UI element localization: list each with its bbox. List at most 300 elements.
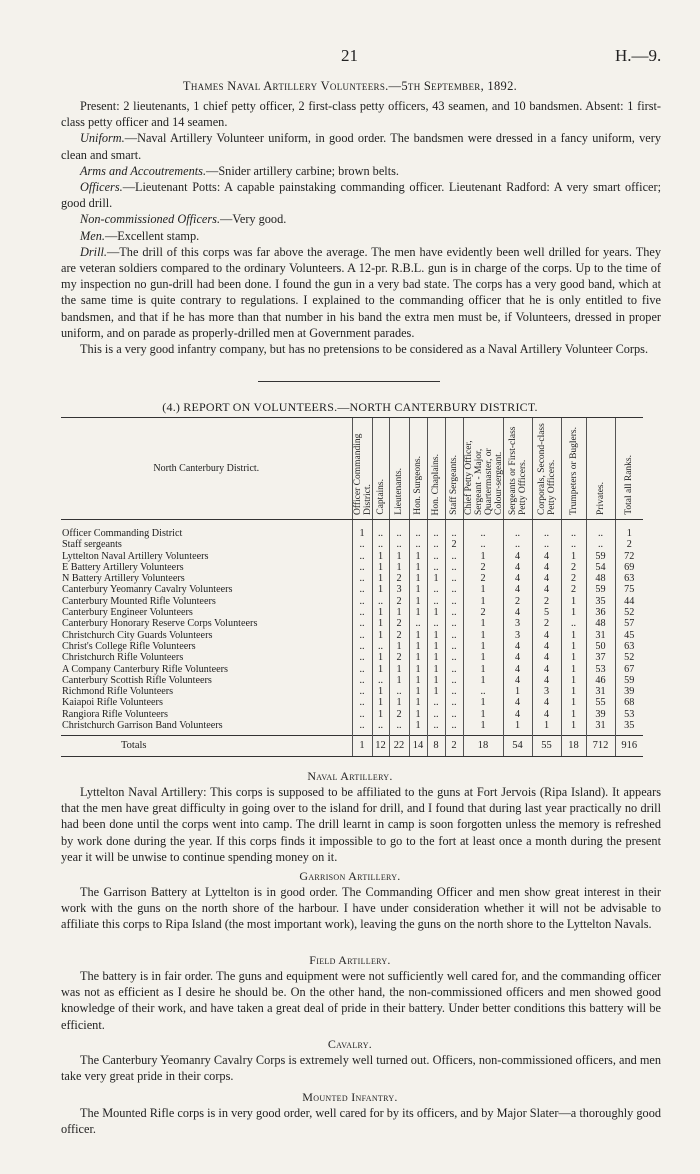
table-cell: 1: [561, 720, 586, 731]
table-cell: 1: [389, 607, 409, 618]
table-cell: 44: [615, 596, 643, 607]
table-cell: 4: [503, 607, 532, 618]
table-cell: ..: [372, 596, 389, 607]
column-header: Privates.: [586, 418, 615, 520]
table-cell: ..: [352, 618, 372, 629]
table-cell: 4: [532, 630, 561, 641]
table-row: [61, 562, 643, 573]
table-cell: ..: [445, 720, 463, 731]
mounted-text: The Mounted Rifle corps is in very good order, well cared for by its officers, and by Major Slater—a thoroughly good officer.: [61, 1106, 661, 1137]
table-cell: 1: [561, 596, 586, 607]
table-cell: ..: [427, 551, 445, 562]
table-cell: ..: [352, 720, 372, 731]
table-cell: 1: [463, 551, 503, 562]
table-cell: 2: [463, 573, 503, 584]
table-cell: 2: [615, 539, 643, 550]
table-cell: 4: [503, 641, 532, 652]
table-cell: 1: [372, 562, 389, 573]
table-cell: ..: [372, 539, 389, 550]
table-cell: 45: [615, 630, 643, 641]
table-cell: 1: [463, 584, 503, 595]
row-label: Canterbury Scottish Rifle Volunteers: [62, 674, 212, 686]
table-cell: 1: [409, 664, 427, 675]
table-cell: 52: [615, 652, 643, 663]
table-cell: 54: [586, 562, 615, 573]
table-cell: 1: [389, 664, 409, 675]
table-row: [61, 618, 643, 629]
table-cell: 18: [463, 736, 503, 757]
table-cell: ..: [463, 520, 503, 540]
table-cell: 1: [372, 686, 389, 697]
column-header: Hon. Surgeons.: [409, 418, 427, 520]
row-label: E Battery Artillery Volunteers: [62, 561, 184, 573]
table-cell: 1: [409, 641, 427, 652]
table-cell: 1: [463, 652, 503, 663]
mounted-section: [61, 1105, 661, 1137]
table-cell: ..: [389, 720, 409, 731]
table-header-row: [61, 418, 643, 520]
table-row: [61, 720, 643, 731]
nco-text: —Very good.: [220, 212, 287, 227]
table-cell: 1: [409, 652, 427, 663]
table-cell: 18: [561, 736, 586, 757]
table-cell: 1: [372, 697, 389, 708]
table-cell: 1: [372, 652, 389, 663]
table-cell: 1: [463, 630, 503, 641]
table-cell: 1: [561, 551, 586, 562]
field-text: The battery is in fair order. The guns and equipment were not sufficiently well cared for, and the commanding officer was not as efficient as I desire he should be. On the other hand, the non-commissioned officers and men showed good knowledge of their work, and have taken a great deal of pride in their battery. Under better conditions this battery will be efficient.: [61, 969, 661, 1032]
table-cell: ..: [352, 539, 372, 550]
table-cell: 75: [615, 584, 643, 595]
table-cell: 4: [503, 562, 532, 573]
table-cell: 1: [561, 641, 586, 652]
table-cell: 12: [372, 736, 389, 757]
table-cell: 22: [389, 736, 409, 757]
table-cell: 4: [503, 697, 532, 708]
table-cell: ..: [427, 697, 445, 708]
table-cell: ..: [389, 686, 409, 697]
table-cell: 54: [503, 736, 532, 757]
table-cell: 1: [503, 720, 532, 731]
table-row: [61, 675, 643, 686]
table-cell: 1: [409, 709, 427, 720]
table-cell: ..: [586, 539, 615, 550]
table-cell: 4: [503, 652, 532, 663]
table-cell: 4: [532, 551, 561, 562]
row-label: Christchurch Rifle Volunteers: [62, 652, 184, 664]
table-cell: 712: [586, 736, 615, 757]
table-cell: ..: [532, 539, 561, 550]
table-cell: 72: [615, 551, 643, 562]
table-cell: 1: [463, 720, 503, 731]
table-cell: ..: [427, 596, 445, 607]
table-row: [61, 607, 643, 618]
table-cell: 1: [561, 709, 586, 720]
table-cell: 68: [615, 697, 643, 708]
row-label: Christ's College Rifle Volunteers: [62, 640, 196, 652]
table-cell: 1: [427, 664, 445, 675]
table-cell: 35: [615, 720, 643, 731]
report-title: (4.) REPORT ON VOLUNTEERS.—NORTH CANTERBURY DISTRICT.: [162, 400, 538, 414]
table-cell: 59: [615, 675, 643, 686]
table-cell: 1: [427, 686, 445, 697]
table-cell: ..: [352, 562, 372, 573]
table-cell: 4: [532, 584, 561, 595]
table-cell: 39: [615, 686, 643, 697]
table-cell: ..: [445, 709, 463, 720]
row-label: Totals: [61, 736, 352, 757]
table-cell: 1: [409, 675, 427, 686]
table-cell: 46: [586, 675, 615, 686]
arms-text: —Snider artillery carbine; brown belts.: [206, 163, 399, 178]
garrison-heading: Garrison Artillery.: [299, 869, 401, 883]
table-cell: 4: [532, 641, 561, 652]
table-cell: ..: [352, 607, 372, 618]
table-cell: 2: [389, 596, 409, 607]
table-row: [61, 641, 643, 652]
table-cell: 1: [463, 596, 503, 607]
table-cell: 1: [352, 736, 372, 757]
table-cell: 1: [409, 596, 427, 607]
table-row: [61, 664, 643, 675]
table-cell: 2: [503, 596, 532, 607]
table-cell: ..: [445, 675, 463, 686]
table-cell: 1: [463, 664, 503, 675]
stub-header: North Canterbury District.: [61, 418, 352, 520]
table-cell: 1: [389, 697, 409, 708]
table-cell: 35: [586, 596, 615, 607]
naval-heading: Naval Artillery.: [307, 769, 393, 783]
table-cell: ..: [409, 520, 427, 540]
table-row: [61, 520, 643, 540]
table-cell: ..: [372, 641, 389, 652]
table-cell: 916: [615, 736, 643, 757]
column-header: Lieutenants.: [389, 418, 409, 520]
table-cell: 1: [409, 562, 427, 573]
table-cell: ..: [427, 539, 445, 550]
table-cell: 31: [586, 630, 615, 641]
table-cell: 1: [389, 562, 409, 573]
table-cell: ..: [427, 562, 445, 573]
table-cell: 1: [409, 697, 427, 708]
row-label: Christchurch Garrison Band Volunteers: [62, 720, 223, 732]
table-cell: ..: [561, 539, 586, 550]
table-cell: 2: [389, 709, 409, 720]
table-cell: ..: [389, 520, 409, 540]
row-label: Rangiora Rifle Volunteers: [62, 708, 169, 720]
row-label: Canterbury Engineer Volunteers: [62, 607, 193, 619]
table-body: [61, 520, 643, 757]
table-row: [61, 596, 643, 607]
table-row: [61, 539, 643, 550]
table-cell: 3: [532, 686, 561, 697]
mounted-heading: Mounted Infantry.: [302, 1090, 398, 1104]
table-row: [61, 551, 643, 562]
table-cell: ..: [445, 641, 463, 652]
table-cell: ..: [445, 520, 463, 540]
table-cell: 48: [586, 618, 615, 629]
thames-uniform: [61, 130, 661, 162]
table-cell: ..: [427, 584, 445, 595]
table-cell: 59: [586, 584, 615, 595]
garrison-text: The Garrison Battery at Lyttelton is in good order. The Commanding Officer and men show great interest in their work with the guns on the north shore of the harbour. I have under consideration whether it will not be advisable to affiliate this corps to Ripa Island (the most important work), leaving the guns on the north shore to the Lyttelton Navals.: [61, 885, 661, 932]
naval-section: [61, 784, 661, 865]
table-cell: ..: [352, 697, 372, 708]
table-cell: 5: [532, 607, 561, 618]
table-cell: 1: [389, 641, 409, 652]
table-cell: 67: [615, 664, 643, 675]
table-cell: ..: [445, 664, 463, 675]
table-cell: ..: [445, 607, 463, 618]
table-cell: 1: [409, 551, 427, 562]
table-cell: ..: [532, 520, 561, 540]
table-cell: 4: [503, 709, 532, 720]
table-cell: 3: [503, 630, 532, 641]
column-header: Captains.: [372, 418, 389, 520]
naval-text: Lyttelton Naval Artillery: This corps is supposed to be affiliated to the guns at Fort Jervois (Ripa Island). It appears that the men have great difficulty in going over to the island for drill, and I found that during last year practically no drill had been done until the corps went into camp. The drill learnt in camp is soon forgotten unless the memory is refreshed by work done during the year. If this corps finds it impossible to go to the fort at least once a month during the present year it will be unwise to continue spending money on it.: [61, 785, 661, 864]
nco-label: Non-commissioned Officers.: [80, 212, 221, 227]
table-cell: 2: [389, 573, 409, 584]
table-cell: 4: [532, 675, 561, 686]
table-cell: 53: [615, 709, 643, 720]
table-cell: 63: [615, 641, 643, 652]
volunteers-table: [61, 417, 643, 757]
table-cell: ..: [352, 686, 372, 697]
table-cell: 63: [615, 573, 643, 584]
table-cell: 59: [586, 551, 615, 562]
row-label: Kaiapoi Rifle Volunteers: [62, 697, 163, 709]
table-row: [61, 736, 643, 757]
thames-present: Present: 2 lieutenants, 1 chief petty officer, 2 first-class petty officers, 43 seamen, and 10 bandsmen. Absent: 1 first-class petty officer and 14 seamen.: [61, 99, 661, 130]
thames-drill: [61, 244, 661, 341]
table-cell: ..: [352, 596, 372, 607]
table-row: [61, 630, 643, 641]
document-reference: H.—9.: [615, 46, 662, 65]
table-cell: 2: [561, 573, 586, 584]
column-header: Trumpeters or Buglers.: [561, 418, 586, 520]
row-label: Staff sergeants: [62, 539, 122, 551]
table-cell: 1: [372, 618, 389, 629]
table-cell: 1: [561, 697, 586, 708]
table-cell: 14: [409, 736, 427, 757]
table-cell: 55: [532, 736, 561, 757]
row-label: Canterbury Honorary Reserve Corps Volunteers: [62, 618, 258, 630]
table-cell: 2: [463, 607, 503, 618]
table-cell: ..: [586, 520, 615, 540]
row-label: A Company Canterbury Rifle Volunteers: [62, 663, 228, 675]
men-text: —Excellent stamp.: [104, 228, 200, 243]
column-header: Corporals, Second-class Petty Officers.: [532, 418, 561, 520]
drill-label: Drill.: [80, 244, 107, 259]
table-cell: 2: [389, 630, 409, 641]
table-cell: 4: [503, 573, 532, 584]
table-cell: 48: [586, 573, 615, 584]
table-cell: 1: [372, 584, 389, 595]
table-cell: 4: [503, 551, 532, 562]
table-row: [61, 709, 643, 720]
table-cell: 1: [409, 573, 427, 584]
table-cell: ..: [445, 652, 463, 663]
table-cell: 1: [372, 551, 389, 562]
table-cell: ..: [352, 630, 372, 641]
table-cell: 1: [615, 520, 643, 540]
table-cell: 1: [409, 630, 427, 641]
cavalry-heading: Cavalry.: [327, 1037, 373, 1051]
table-cell: 1: [561, 607, 586, 618]
table-cell: ..: [372, 720, 389, 731]
thames-closing: This is a very good infantry company, but has no pretensions to be considered as a Naval Artillery Volunteer Corps.: [80, 342, 649, 357]
table-cell: ..: [352, 709, 372, 720]
table-cell: 1: [409, 584, 427, 595]
arms-label: Arms and Accoutrements.: [80, 163, 207, 178]
table-cell: ..: [445, 573, 463, 584]
table-cell: ..: [445, 596, 463, 607]
thames-report: [61, 98, 661, 357]
table-cell: ..: [427, 720, 445, 731]
table-cell: 4: [503, 664, 532, 675]
row-label: Canterbury Yeomanry Cavalry Volunteers: [62, 584, 233, 596]
table-cell: 69: [615, 562, 643, 573]
uniform-label: Uniform.: [80, 131, 125, 146]
table-cell: 1: [372, 573, 389, 584]
table-cell: 3: [503, 618, 532, 629]
table-cell: 31: [586, 686, 615, 697]
table-cell: 1: [409, 686, 427, 697]
table-cell: 2: [561, 562, 586, 573]
table-cell: ..: [389, 539, 409, 550]
table-cell: 2: [463, 562, 503, 573]
table-cell: ..: [409, 539, 427, 550]
table-cell: ..: [561, 520, 586, 540]
table-cell: 53: [586, 664, 615, 675]
table-cell: 1: [463, 709, 503, 720]
table-cell: 1: [561, 652, 586, 663]
table-row: [61, 573, 643, 584]
table-cell: ..: [427, 709, 445, 720]
table-cell: ..: [352, 652, 372, 663]
table-cell: 1: [372, 630, 389, 641]
table-cell: ..: [463, 539, 503, 550]
table-cell: 37: [586, 652, 615, 663]
table-cell: 1: [561, 664, 586, 675]
table-row: [61, 697, 643, 708]
table-row: [61, 584, 643, 595]
table-cell: 3: [389, 584, 409, 595]
table-cell: 1: [427, 573, 445, 584]
table-cell: 36: [586, 607, 615, 618]
table-cell: 1: [427, 675, 445, 686]
table-cell: 1: [532, 720, 561, 731]
table-cell: ..: [427, 618, 445, 629]
table-cell: 1: [372, 709, 389, 720]
table-row: [61, 686, 643, 697]
table-cell: ..: [352, 664, 372, 675]
table-cell: ..: [445, 630, 463, 641]
table-cell: ..: [352, 551, 372, 562]
row-label: N Battery Artillery Volunteers: [62, 573, 185, 585]
table-cell: 4: [532, 562, 561, 573]
table-cell: 1: [352, 520, 372, 540]
table-cell: ..: [445, 686, 463, 697]
table-cell: 50: [586, 641, 615, 652]
row-label: Richmond Rifle Volunteers: [62, 686, 174, 698]
table-cell: 2: [445, 736, 463, 757]
field-heading: Field Artillery.: [309, 953, 391, 967]
men-label: Men.: [80, 228, 105, 243]
row-label: Lyttelton Naval Artillery Volunteers: [62, 550, 209, 562]
table-cell: ..: [445, 618, 463, 629]
table-cell: 4: [503, 675, 532, 686]
table-cell: ..: [427, 520, 445, 540]
thames-men: [61, 228, 661, 244]
table-cell: 1: [463, 675, 503, 686]
table-cell: 1: [427, 652, 445, 663]
thames-section-title: Thames Naval Artillery Volunteers.—5th September, 1892.: [182, 79, 518, 93]
table-cell: 52: [615, 607, 643, 618]
table-cell: 4: [532, 664, 561, 675]
table-cell: 2: [389, 652, 409, 663]
drill-text: —The drill of this corps was far above the average. The men have evidently been well drilled for years. They are veteran soldiers compared to the ordinary Volunteers. A 12-pr. R.B.L. gun is in charge of the corps. Up to the time of my inspection no gun-drill had been done. I found the gun in a very bad state. The corps has a very good band, which at the same time is quite contrary to regulations. I explained to the commanding officer that he is only entitled to five bandsmen, and that if he has more than that number in his band the extra men must be, if Volunteers, dressed in proper uniform, and on parade as properly-drilled men at Government parades.: [61, 244, 661, 340]
table-cell: 1: [427, 607, 445, 618]
table-cell: 1: [503, 686, 532, 697]
table-cell: ..: [372, 675, 389, 686]
column-header: Officer Commanding District.: [352, 418, 372, 520]
table-cell: 4: [532, 709, 561, 720]
page-number: 21: [341, 46, 358, 65]
column-header: Total all Ranks.: [615, 418, 643, 520]
table-cell: ..: [445, 562, 463, 573]
garrison-section: [61, 884, 661, 933]
cavalry-text: The Canterbury Yeomanry Cavalry Corps is extremely well turned out. Officers, non-commissioned officers, and men take very great pride in their corps.: [61, 1053, 661, 1084]
table-cell: 4: [532, 573, 561, 584]
table-cell: 39: [586, 709, 615, 720]
table-cell: 1: [409, 607, 427, 618]
row-label: Christchurch City Guards Volunteers: [62, 629, 213, 641]
table-cell: ..: [352, 584, 372, 595]
table-cell: ..: [503, 539, 532, 550]
thames-arms: [61, 163, 661, 179]
column-header: Hon. Chaplains.: [427, 418, 445, 520]
table-row: [61, 652, 643, 663]
table-cell: 2: [561, 584, 586, 595]
thames-officers: [61, 179, 661, 211]
table-cell: 2: [532, 618, 561, 629]
table-cell: 1: [561, 630, 586, 641]
column-header: Sergeants or First-class Petty Officers.: [503, 418, 532, 520]
table-cell: 55: [586, 697, 615, 708]
table-cell: 1: [389, 675, 409, 686]
table-cell: 31: [586, 720, 615, 731]
table-cell: ..: [561, 618, 586, 629]
table-cell: 2: [445, 539, 463, 550]
table-cell: ..: [463, 686, 503, 697]
table-cell: 1: [427, 641, 445, 652]
row-label: Officer Commanding District: [62, 528, 183, 539]
table-cell: ..: [352, 675, 372, 686]
column-header: Chief Petty Officer, Sergeant - Major, Quartermaster, or Colour-sergeant.: [463, 418, 503, 520]
field-section: [61, 968, 661, 1033]
table-cell: 1: [561, 686, 586, 697]
officers-label: Officers.: [80, 180, 123, 195]
table-cell: ..: [445, 551, 463, 562]
table-cell: ..: [352, 573, 372, 584]
table-cell: 1: [463, 697, 503, 708]
table-cell: ..: [503, 520, 532, 540]
table-cell: 2: [389, 618, 409, 629]
table-cell: 1: [372, 664, 389, 675]
officers-text: —Lieutenant Potts: A capable painstaking commanding officer. Lieutenant Radford: A very smart officer; good drill.: [61, 180, 661, 211]
table-cell: 8: [427, 736, 445, 757]
